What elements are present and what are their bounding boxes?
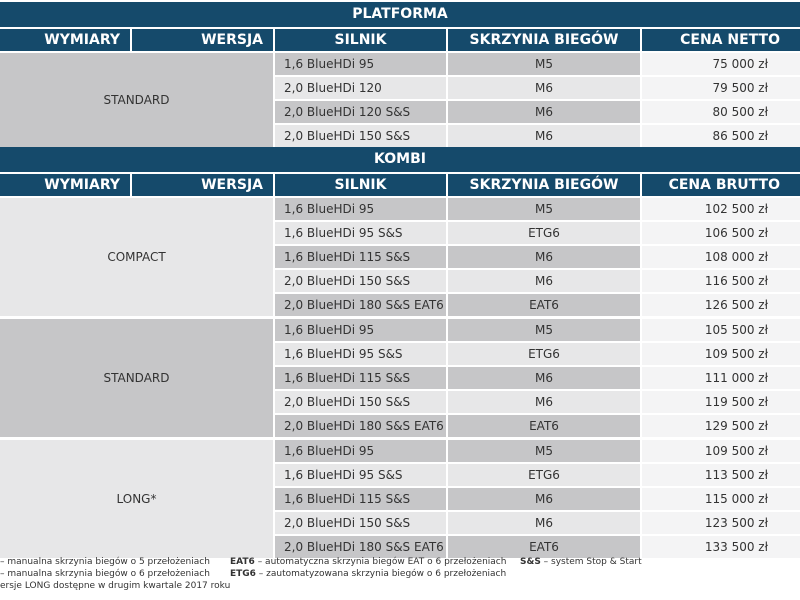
price-cell: 115 000 zł xyxy=(642,488,800,510)
section-title-kombi: KOMBI xyxy=(0,147,800,172)
gearbox-cell: M6 xyxy=(448,512,640,534)
engine-cell: 2,0 BlueHDi 150 S&S xyxy=(275,512,446,534)
price-cell: 105 500 zł xyxy=(642,319,800,341)
gearbox-cell: M6 xyxy=(448,488,640,510)
header-skrzynia: SKRZYNIA BIEGÓW xyxy=(448,29,640,51)
footnote-eat6 xyxy=(230,557,506,568)
footnote-etg6-text: – zautomatyzowana skrzynia biegów o 6 przełożeniach xyxy=(255,569,507,579)
price-cell: 113 500 zł xyxy=(642,464,800,486)
header-skrzynia: SKRZYNIA BIEGÓW xyxy=(448,174,640,196)
header-cena-netto: CENA NETTO xyxy=(642,29,800,51)
engine-cell: 1,6 BlueHDi 95 S&S xyxy=(275,343,446,365)
gearbox-cell: M5 xyxy=(448,440,640,462)
header-wymiary: WYMIARY xyxy=(0,174,130,196)
gearbox-cell: ETG6 xyxy=(448,464,640,486)
gearbox-cell: M5 xyxy=(448,198,640,220)
price-cell: 109 500 zł xyxy=(642,440,800,462)
gearbox-cell: ETG6 xyxy=(448,343,640,365)
header-wersja: WERSJA xyxy=(132,174,273,196)
gearbox-cell: M6 xyxy=(448,101,640,123)
footnote-eat6-key: EAT6 xyxy=(230,557,255,567)
engine-cell: 1,6 BlueHDi 95 S&S xyxy=(275,222,446,244)
engine-cell: 2,0 BlueHDi 180 S&S EAT6 xyxy=(275,536,446,558)
engine-cell: 2,0 BlueHDi 180 S&S EAT6 xyxy=(275,415,446,437)
gearbox-cell: M6 xyxy=(448,246,640,268)
gearbox-cell: M5 xyxy=(448,319,640,341)
footnote-ss-text: – system Stop & Start xyxy=(540,557,642,567)
header-wymiary: WYMIARY xyxy=(0,29,130,51)
price-cell: 133 500 zł xyxy=(642,536,800,558)
gearbox-cell: EAT6 xyxy=(448,294,640,316)
price-cell: 116 500 zł xyxy=(642,270,800,292)
engine-cell: 2,0 BlueHDi 150 S&S xyxy=(275,391,446,413)
version-label: STANDARD xyxy=(0,53,273,147)
version-label: COMPACT xyxy=(0,198,273,316)
section-title-platforma: PLATFORMA xyxy=(0,2,800,27)
price-cell: 106 500 zł xyxy=(642,222,800,244)
footnote-etg6 xyxy=(230,569,506,580)
engine-cell: 1,6 BlueHDi 115 S&S xyxy=(275,367,446,389)
engine-cell: 1,6 BlueHDi 95 xyxy=(275,319,446,341)
price-cell: 86 500 zł xyxy=(642,125,800,147)
price-cell: 79 500 zł xyxy=(642,77,800,99)
price-cell: 123 500 zł xyxy=(642,512,800,534)
header-wersja: WERSJA xyxy=(132,29,273,51)
gearbox-cell: M6 xyxy=(448,125,640,147)
engine-cell: 1,6 BlueHDi 95 S&S xyxy=(275,464,446,486)
engine-cell: 2,0 BlueHDi 150 S&S xyxy=(275,270,446,292)
gearbox-cell: ETG6 xyxy=(448,222,640,244)
gearbox-cell: M5 xyxy=(448,53,640,75)
price-cell: 129 500 zł xyxy=(642,415,800,437)
engine-cell: 1,6 BlueHDi 115 S&S xyxy=(275,246,446,268)
version-label: STANDARD xyxy=(0,319,273,437)
gearbox-cell: M6 xyxy=(448,77,640,99)
engine-cell: 1,6 BlueHDi 95 xyxy=(275,440,446,462)
footnote-eat6-text: – automatyczna skrzynia biegów EAT o 6 przełożeniach xyxy=(254,557,507,567)
gearbox-cell: EAT6 xyxy=(448,415,640,437)
footnote-etg6-key: ETG6 xyxy=(230,569,256,579)
engine-cell: 1,6 BlueHDi 95 xyxy=(275,53,446,75)
footnote-ss xyxy=(520,557,642,568)
gearbox-cell: M6 xyxy=(448,367,640,389)
footnote-m6: – manualna skrzynia biegów o 6 przełożeniach xyxy=(0,569,210,579)
price-cell: 102 500 zł xyxy=(642,198,800,220)
footnote-long: ersje LONG dostępne w drugim kwartale 2017 roku xyxy=(0,581,231,591)
header-cena-brutto: CENA BRUTTO xyxy=(642,174,800,196)
price-cell: 126 500 zł xyxy=(642,294,800,316)
engine-cell: 2,0 BlueHDi 120 xyxy=(275,77,446,99)
gearbox-cell: EAT6 xyxy=(448,536,640,558)
price-cell: 80 500 zł xyxy=(642,101,800,123)
footnote-m5: – manualna skrzynia biegów o 5 przełożeniach xyxy=(0,557,210,567)
price-cell: 108 000 zł xyxy=(642,246,800,268)
price-cell: 111 000 zł xyxy=(642,367,800,389)
engine-cell: 1,6 BlueHDi 115 S&S xyxy=(275,488,446,510)
price-cell: 75 000 zł xyxy=(642,53,800,75)
price-cell: 109 500 zł xyxy=(642,343,800,365)
footnote-ss-key: S&S xyxy=(520,557,541,567)
gearbox-cell: M6 xyxy=(448,391,640,413)
header-silnik: SILNIK xyxy=(275,174,446,196)
gearbox-cell: M6 xyxy=(448,270,640,292)
version-label: LONG* xyxy=(0,440,273,558)
header-silnik: SILNIK xyxy=(275,29,446,51)
engine-cell: 1,6 BlueHDi 95 xyxy=(275,198,446,220)
engine-cell: 2,0 BlueHDi 180 S&S EAT6 xyxy=(275,294,446,316)
price-cell: 119 500 zł xyxy=(642,391,800,413)
engine-cell: 2,0 BlueHDi 150 S&S xyxy=(275,125,446,147)
engine-cell: 2,0 BlueHDi 120 S&S xyxy=(275,101,446,123)
